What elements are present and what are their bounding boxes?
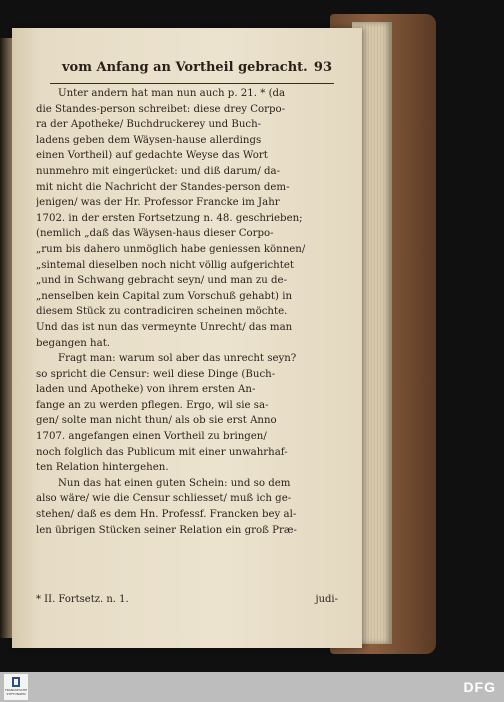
logo-text: FRANCKESCHE STIFTUNGEN bbox=[5, 688, 28, 696]
text-line: „sintemal dieselben noch nicht völlig aufgerichtet bbox=[36, 259, 294, 271]
page-footer bbox=[36, 594, 338, 610]
text-line: fange an zu werden pflegen. Ergo, wil sie sa- bbox=[36, 399, 269, 411]
text-line: stehen/ daß es dem Hn. Professf. Francken bey al- bbox=[36, 509, 297, 521]
institution-logo[interactable] bbox=[4, 674, 28, 700]
text-line: Unter andern hat man nun auch p. 21. * (da bbox=[58, 88, 286, 99]
text-line: so spricht die Censur: weil diese Dinge (Buch- bbox=[36, 368, 276, 380]
text-line: also wäre/ wie die Censur schliesset/ muß ich ge- bbox=[36, 493, 292, 505]
text-line: einen Vortheil) auf gedachte Weyse das Wort bbox=[36, 150, 268, 162]
text-line: die Standes-person schreibet: diese drey Corpo- bbox=[36, 103, 286, 115]
text-line: len übrigen Stücken seiner Relation ein groß Præ- bbox=[36, 524, 297, 536]
text-line: diesem Stück zu contradiciren scheinen möchte. bbox=[36, 306, 288, 318]
text-line: (nemlich „daß das Wäysen-haus dieser Corpo- bbox=[36, 228, 274, 240]
page-header bbox=[62, 60, 332, 82]
text-line: noch folglich das Publicum mit einer unwahrhaf- bbox=[36, 446, 288, 458]
text-line: nunmehro mit eingerücket: und diß darum/ da- bbox=[36, 165, 281, 177]
text-line: ten Relation hintergehen. bbox=[36, 462, 169, 474]
text-line: laden und Apotheke) von ihrem ersten An- bbox=[36, 384, 256, 396]
footnote-reference: * II. Fortsetz. n. 1. bbox=[36, 594, 129, 605]
header-rule bbox=[50, 83, 334, 84]
body-text bbox=[36, 86, 338, 538]
text-line: „und in Schwang gebracht seyn/ und man zu de- bbox=[36, 275, 288, 287]
text-line: 1702. in der ersten Fortsetzung n. 48. geschrieben; bbox=[36, 212, 303, 224]
viewer-footer-bar bbox=[0, 672, 504, 702]
text-line: ra der Apotheke/ Buchdruckerey und Buch- bbox=[36, 119, 262, 131]
text-line: begangen hat. bbox=[36, 337, 111, 349]
page-number: 93 bbox=[313, 60, 332, 75]
text-line: ladens geben dem Wäysen-hause allerdings bbox=[36, 134, 262, 146]
dfg-logo[interactable]: DFG bbox=[463, 679, 496, 695]
text-line: Und das ist nun das vermeynte Unrecht/ das man bbox=[36, 321, 293, 333]
text-line: „rum bis dahero unmöglich habe geniessen können/ bbox=[36, 243, 306, 255]
book-page bbox=[12, 28, 362, 648]
catchword: judi- bbox=[315, 594, 338, 605]
text-line: jenigen/ was der Hr. Professor Francke im Jahr bbox=[36, 197, 280, 209]
text-line: 1707. angefangen einen Vortheil zu bringen/ bbox=[36, 431, 267, 443]
text-line: „nenselben kein Capital zum Vorschuß gehabt) in bbox=[36, 290, 293, 302]
running-title: vom Anfang an Vortheil gebracht. bbox=[62, 60, 308, 75]
text-line: Nun das hat einen guten Schein: und so dem bbox=[58, 477, 291, 489]
text-line: gen/ solte man nicht thun/ als ob sie erst Anno bbox=[36, 415, 277, 427]
text-line: mit nicht die Nachricht der Standes-person dem- bbox=[36, 181, 290, 193]
foundation-emblem-icon bbox=[4, 675, 28, 689]
text-line: Fragt man: warum sol aber das unrecht seyn? bbox=[58, 353, 297, 365]
